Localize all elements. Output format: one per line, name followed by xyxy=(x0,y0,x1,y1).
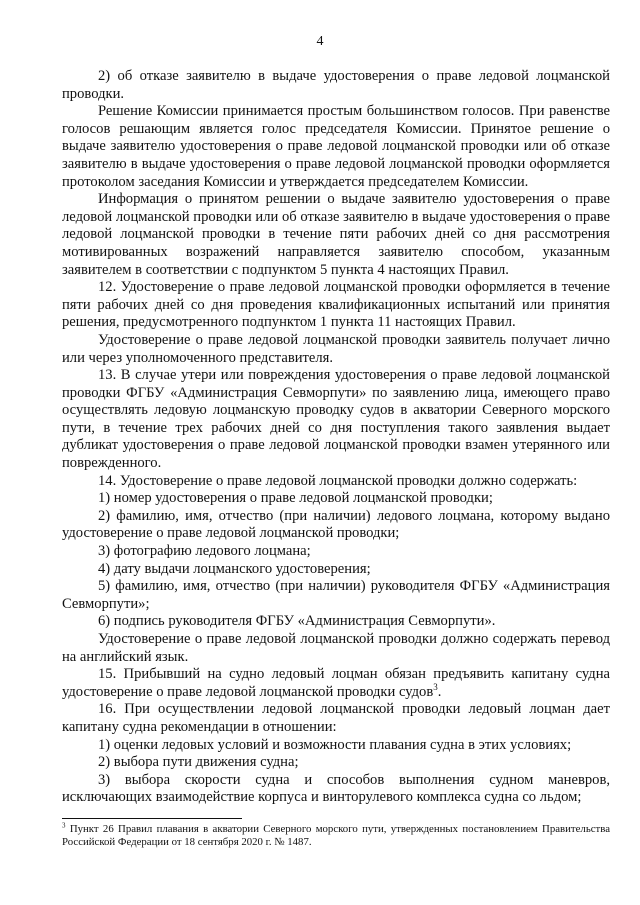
document-body xyxy=(62,68,610,807)
page-number: 4 xyxy=(316,34,324,49)
list-item: 1) оценки ледовых условий и возможности плавания судна в этих условиях; xyxy=(98,736,572,753)
footnote-mark: 3 xyxy=(62,821,66,830)
paragraph: 16. При осуществлении ледовой лоцманской проводки ледовый лоцман дает капитану судна рекомендации в отношении: xyxy=(62,701,610,735)
list-item: 6) подпись руководителя ФГБУ «Администрация Севморпути». xyxy=(98,613,496,630)
footnote-divider xyxy=(62,818,242,819)
paragraph: 12. Удостоверение о праве ледовой лоцманской проводки оформляется в течение пяти рабочих дней со дня проведения квалификационных испытаний или принятия решения, предусмотренного подпунктом 1 пункта 11 настоящих Правил. xyxy=(62,279,610,331)
list-item: 3) фотографию ледового лоцмана; xyxy=(98,543,311,560)
paragraph: 2) об отказе заявителю в выдаче удостоверения о праве ледовой лоцманской проводки. xyxy=(62,68,610,102)
paragraph: 15. Прибывший на судно ледовый лоцман обязан предъявить капитану судна удостоверение о праве ледовой лоцманской проводки судов$^3$. xyxy=(62,666,610,700)
list-item: 2) фамилию, имя, отчество (при наличии) ледового лоцмана, которому выдано удостоверение о праве ледовой лоцманской проводки; xyxy=(62,507,610,542)
paragraph: Информация о принятом решении о выдаче заявителю удостоверения о праве ледовой лоцманской проводки или об отказе заявителю в выдаче удостоверения о праве ледовой лоцманской проводки в течение пяти рабочих дней со дня рассмотрения мотивированных возражений направляется заявителю способом, указанным заявителем в соответствии с подпунктом 5 пункта 4 настоящих Правил. xyxy=(62,191,610,278)
paragraph: 13. В случае утери или повреждения удостоверения о праве ледовой лоцманской проводки ФГБУ «Администрация Севморпути» по заявлению лица, имеющего право осуществлять ледовую лоцманскую проводку судов в акватории Северного морского пути, в течение трех рабочих дней со дня поступления такого заявления выдает дубликат удостоверения о праве ледовой лоцманской проводки взамен утерянного или поврежденного. xyxy=(62,367,610,472)
paragraph: Решение Комиссии принимается простым большинством голосов. При равенстве голосов решающим является голос председателя Комиссии. Принятое решение о выдаче заявителю удостоверения о праве ледовой лоцманской проводки или об отказе заявителю в выдаче удостоверения о праве ледовой лоцманской проводки оформляется протоколом заседания Комиссии и утверждается председателем Комиссии. xyxy=(62,103,610,190)
paragraph: Удостоверение о праве ледовой лоцманской проводки должно содержать перевод на английский язык. xyxy=(62,631,610,665)
footnote-reference: 3 xyxy=(433,681,438,692)
paragraph: 14. Удостоверение о праве ледовой лоцманской проводки должно содержать: xyxy=(98,472,578,489)
list-item: 2) выбора пути движения судна; xyxy=(98,754,299,771)
list-item: 3) выбора скорости судна и способов выполнения судном маневров, исключающих взаимодействие корпуса и винторулевого комплекса судна со льдом; xyxy=(62,771,610,806)
paragraph: Удостоверение о праве ледовой лоцманской проводки заявитель получает лично или через уполномоченного представителя. xyxy=(62,331,610,366)
list-item: 5) фамилию, имя, отчество (при наличии) руководителя ФГБУ «Администрация Севморпути»; xyxy=(62,578,610,612)
footnote-text: Пункт 26 Правил плавания в акватории Северного морского пути, утвержденных постановлением Правительства Российской Федерации от 18 сентября 2020 г. № 1487. xyxy=(62,823,610,848)
list-item: 1) номер удостоверения о праве ледовой лоцманской проводки; xyxy=(98,490,493,507)
footnote xyxy=(62,823,610,849)
list-item: 4) дату выдачи лоцманского удостоверения; xyxy=(98,560,371,577)
